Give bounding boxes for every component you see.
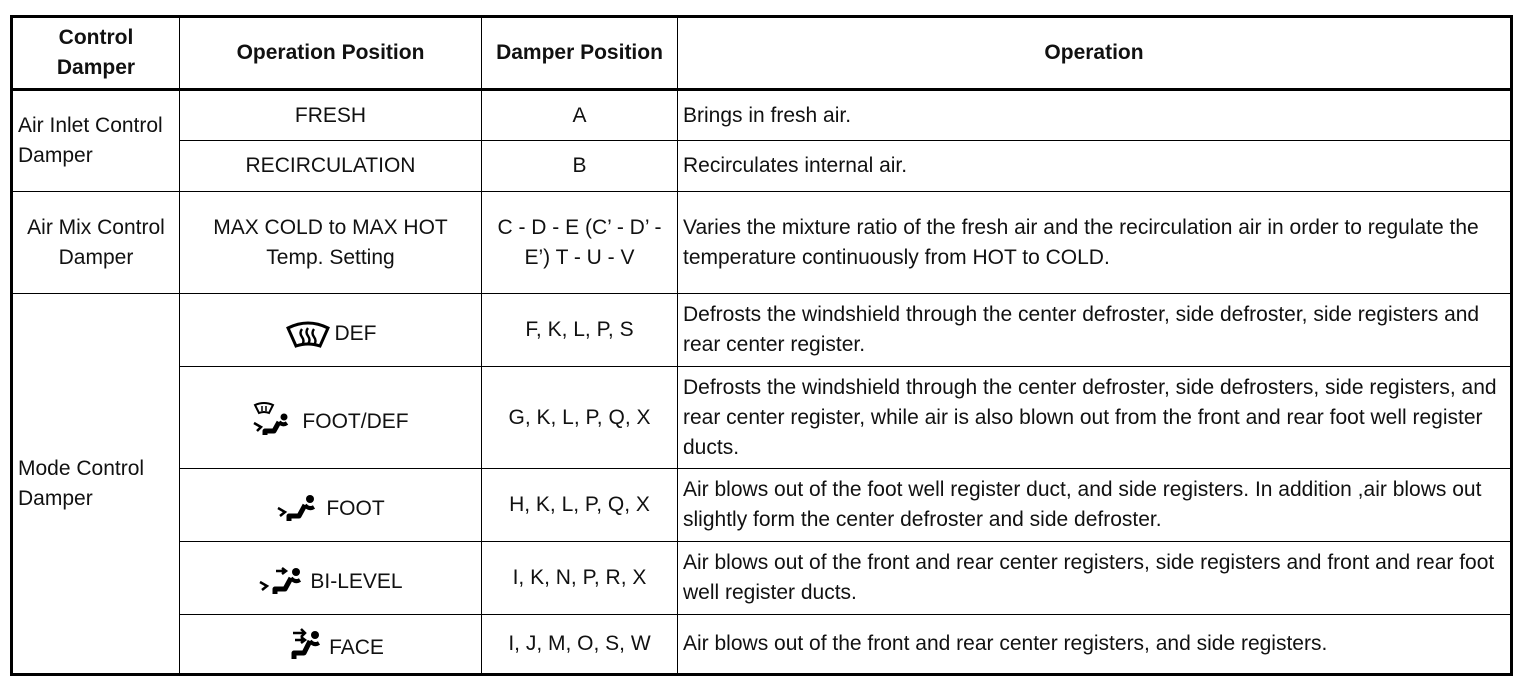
damper-position: H, K, L, P, Q, X [482, 469, 678, 542]
damper-name-air-mix: Air Mix Control Damper [12, 192, 180, 294]
operation-position: FRESH [180, 90, 482, 141]
table-row [12, 615, 1512, 675]
damper-position: F, K, L, P, S [482, 294, 678, 367]
header-row [12, 17, 1512, 90]
operation-description: Brings in fresh air. [678, 90, 1512, 141]
operation-description: Defrosts the windshield through the center defroster, side defrosters, side registers, and rear center register, while air is also blown out from the front and rear foot well register ducts. [678, 367, 1512, 469]
damper-position: C - D - E (C’ - D’ - E’) T - U - V [482, 192, 678, 294]
foot-icon [276, 494, 322, 524]
operation-position: MAX COLD to MAX HOT Temp. Setting [180, 192, 482, 294]
table-row [12, 141, 1512, 192]
damper-name-mode: Mode Control Damper [12, 294, 180, 675]
damper-name-air-inlet: Air Inlet Control Damper [12, 90, 180, 192]
table-row [12, 469, 1512, 542]
operation-description: Varies the mixture ratio of the fresh air and the recirculation air in order to regulate the temperature continuously from HOT to COLD. [678, 192, 1512, 294]
damper-position: A [482, 90, 678, 141]
damper-position: B [482, 141, 678, 192]
damper-operation-table [10, 15, 1513, 676]
operation-position [180, 469, 482, 542]
table-row [12, 542, 1512, 615]
table-row [12, 367, 1512, 469]
table-row [12, 192, 1512, 294]
operation-position [180, 294, 482, 367]
operation-description: Defrosts the windshield through the center defroster, side defroster, side registers and rear center register. [678, 294, 1512, 367]
table-row [12, 294, 1512, 367]
damper-position: G, K, L, P, Q, X [482, 367, 678, 469]
header-operation: Operation [678, 17, 1512, 90]
mode-label: FOOT [326, 497, 385, 520]
operation-position [180, 615, 482, 675]
table-row [12, 90, 1512, 141]
operation-description: Air blows out of the front and rear center registers, side registers and front and rear foot well register ducts. [678, 542, 1512, 615]
operation-description: Air blows out of the front and rear center registers, and side registers. [678, 615, 1512, 675]
mode-label: FACE [329, 636, 384, 659]
face-icon [277, 627, 325, 663]
operation-position [180, 542, 482, 615]
operation-position [180, 367, 482, 469]
mode-label: FOOT/DEF [302, 409, 409, 433]
bi-level-icon [258, 567, 306, 597]
defrost-icon [285, 319, 331, 349]
header-control-damper: Control Damper [12, 17, 180, 90]
mode-label: BI-LEVEL [310, 570, 403, 593]
header-operation-position: Operation Position [180, 17, 482, 90]
operation-description: Air blows out of the foot well register duct, and side registers. In addition ,air blows out slightly form the center defroster and side defroster. [678, 469, 1512, 542]
damper-position: I, J, M, O, S, W [482, 615, 678, 675]
header-damper-position: Damper Position [482, 17, 678, 90]
operation-description: Recirculates internal air. [678, 141, 1512, 192]
mode-label: DEF [334, 322, 377, 345]
operation-position: RECIRCULATION [180, 141, 482, 192]
foot-def-icon [252, 401, 298, 437]
damper-position: I, K, N, P, R, X [482, 542, 678, 615]
